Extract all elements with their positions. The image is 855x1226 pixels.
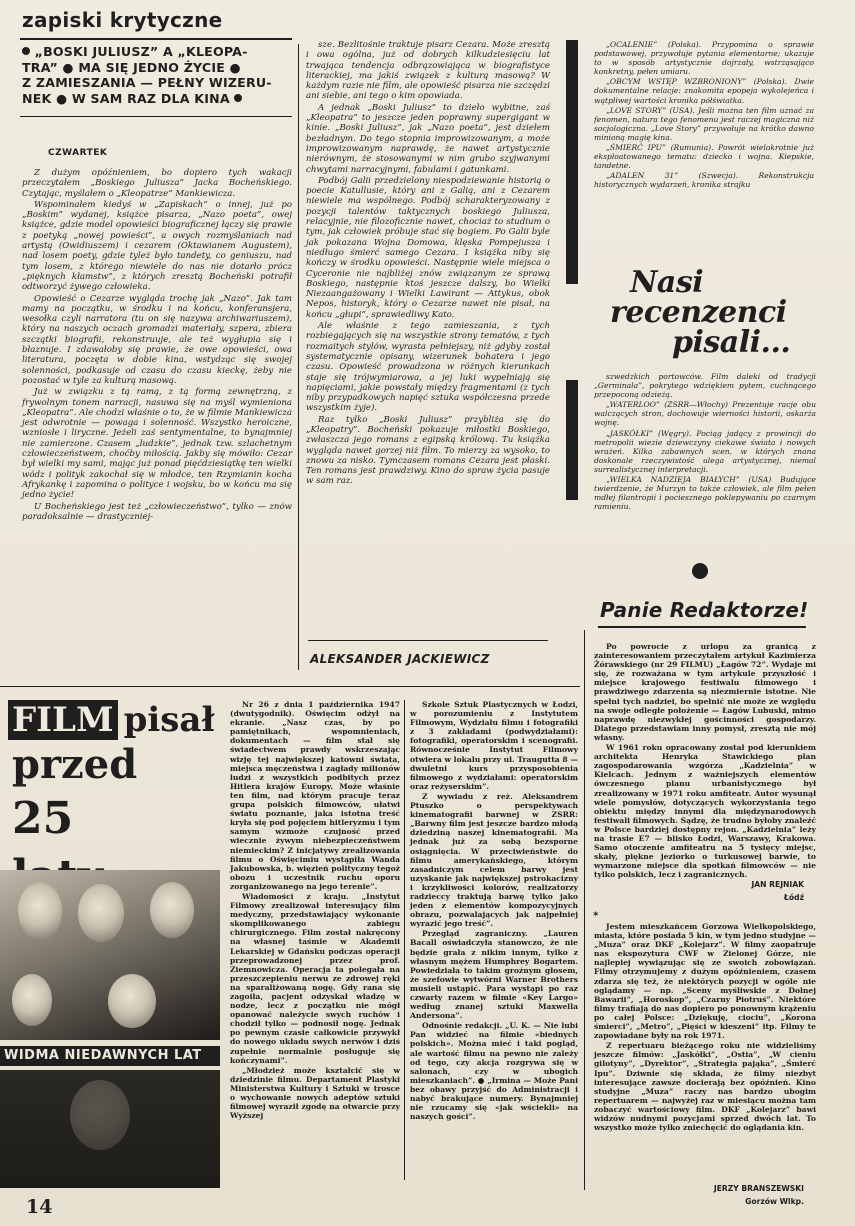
title-rule (20, 38, 292, 40)
paragraph: Szkole Sztuk Plastycznych w Łodzi, w porozumieniu z Instytutem Filmowym, Wydziału filmu i fotografiki z 3 zakładami (podwydziałami): fotografiki, operatorskim i scenografii. Równocześnie Instytut Filmowy otwiera w lokalu przy ul. Traugutta 8 — dwuletni kurs przysposobienia filmowego z wydziałami: operatorskim oraz reżyserskim”. (410, 700, 578, 791)
note: „ADALEN 31” (Szwecja). Rekonstrukcja historycznych wydarzeń, kronika strajku (594, 171, 814, 190)
film25-line-1: pisał (123, 700, 215, 740)
paragraph: Wiadomości z kraju. „Instytut Filmowy zrealizował interesujący film medyczny, przedstawiający wykonanie skomplikowanego zabiegu chirurgicznego. Film został nakręcony na własnej taśmie w Akademii Lekarskiej w Gdańsku podczas operacji przeprowadzonej przez prof. Ziemnowicza. Operacja ta polegała na przeszczepieniu nerwu ze zdrowej ręki na sparaliżowaną nogę. Gdy rana się zagoiła, pacjent odzyskał władzę w nodze, lecz z początku nie mógł opanować należycie swych ruchów i chodził tylko — podnosił nogę. Jednak po pewnym czasie całkowicie przywykł do nowego układu swych nerwów i dziś zupełnie normalnie posługuje się kończynami”. (230, 891, 400, 1065)
paragraph: Opowieść o Cezarze wygląda trochę jak „Nazo”. Jak tam mamy na początku, w środku i na końcu, konferansjera, wesołka czyli narratora (tu on się nazywa archiwariuszem), który na naszych oczach gromadzi materiały, szpera, zbiera szczątki biografii, rekonstruuje, ale też wygłupia się i błaznuje. I zdawałoby się prawie, że owe opowieści, owa literatura, poczęta w dobie kina, wstydząc się swojej solenności, podkasuje od czasu do czasu kieckę, żeby nie pozostać w tyle za kulturą masową. (22, 293, 292, 386)
letters-rule (598, 626, 806, 628)
column-divider (584, 630, 585, 1190)
film-box-word: FILM (8, 700, 118, 740)
letter-1-name: JAN REJNIAK (751, 880, 804, 889)
paragraph: Ale właśnie z tego zamieszania, z tych rozbiegających się na wszystkie strony tematów, z tych rozmaitych stylów, wyrasta pełniejszy, niż gdyby został systematycznie opisany, wizerunek bohatera i jego czasu. Opowieść prowadzona w różnych kierunkach staje się trójwymiarowa, a jej luki wypełniają się napięciami, jakie powstały między fragmentami (z tych niby przypadkowych napięć sztuka współczesna przede wszystkim żyje). (306, 321, 550, 414)
paragraph: Z dużym opóźnieniem, bo dopiero tych wakacji przeczytałem „Boskiego Juliusza” Jacka Bocheńskiego. Czytając, myślałem o „Kleopatrze” Mankiewicza. (22, 168, 292, 199)
paragraph: Jestem mieszkańcem Gorzowa Wielkopolskiego, miasta, które posiada 5 kin, w tym jedno studyjne — „Muza” oraz DKF „Kolejarz”. W filmy zaopatruje nas ekspozytura CWF w Zielonej Górze, nie najlepiej wywiązując się ze swoich zobowiązań. Filmy otrzymujemy z dużym opóźnieniem, czasem zdarza się też, że niektórych pozycji w ogóle nie oglądamy — np. „Sceny myśliwskie z Dolnej Bawarii”, „Horoskop”, „Czarny Piotruś”. Niektóre filmy trafiają do nas dopiero po ponownym krążeniu po całej Polsce: „Dziękuję, ciociu”, „Korona śmierci”, „Metro”, „Pięści w kieszeni” itp. Filmy te zapowiadane były na rok 1971. (594, 922, 816, 1041)
paragraph: Nr 26 z dnia 1 października 1947 (dwutygodnik). Oświęcim odżył na ekranie. „Nasz czas, by po pamiętnikach, wspomnieniach, dokumentach — film stał się świadectwem prawdy wskrzeszając wizję tej największej katowni świata, miejsca męczeństwa i zagłady milionów ludzi z wszystkich podbitych przez Hitlera krajów Europy. Może właśnie ten film, nad którym pracuje teraz grupa polskich filmowców, ułatwi światu poznanie, jaka istotna treść kryła się pod pojęciem hitleryzmu i tym samym wzmoże czujność przed wiecznie żywym niebezpieczeństwem niemieckim? Z inicjatywy zrealizowania filmu o Oświęcimiu wystąpiła Wanda Jakubowska, b. więzień polityczny tegoż obozu i uczestnik ruchu oporu zorganizowanego na jego terenie”. (230, 700, 400, 891)
paragraph: sze. Bezlitośnie traktuje pisarz Cezara. Może zresztą i owa ogólna, już od dobrych kilkudziesięciu lat trwająca tendencja odbrązowiająca w biografistyce literackiej, ma jakiś związek z kulturą masową? W każdym razie nie film, ale opowieść pisarza nie szczędzi ani siebie, ani tego o kim opowiada. (306, 40, 550, 102)
paragraph: Podbój Galii przedzielony niespodziewanie historią o poecie Katullusie, który ani z Galią, ani z Cezarem niewiele ma wspólnego. Podbój scharakteryzowany z pozycji talentów taktycznych boskiego Juliusza, relacyjnie, nie filozoficznie nawet, chociaż to studium o tym, jak człowiek próbuje stać się bogiem. Po Galii byle jak pokazana Wojna Domowa, klęska Pompejusza i niedługo śmierć samego Cezara. I książka niby się kończy w środku opowieści. Następnie wiele miejsca o Cyceronie nie najbliżej znów związanym ze sprawą Boskiego, następnie ktoś jeszcze dalszy, bo Wielki Niezaangażowany i Wielki Lawirant — Attykus, obok Nepos, historyk, który o Cezarze nawet nie pisał, na końcu „głupi”, sprawiedliwy Kato. (306, 175, 550, 320)
film25-title (8, 700, 218, 870)
paragraph: Raz tylko „Boski Juliusz” przybliża się do „Kleopatry”. Bocheński pokazuje miłostki Boskiego, zwłaszcza jego romans z egipską królową. Tu książka wygląda nawet gorzej niż film. To mierzy za wysoko, to znowu za nisko. Tymczasem romans Cezara jest płaski. Ten romans jest prawdziwy. Kino do spraw życia pasuje w sam raz. (306, 414, 550, 487)
paragraph: A jednak „Boski Juliusz” to dzieło wybitne, zaś „Kleopatra” to jeszcze jeden poprawny supergigant w kinie. „Boski Juliusz”, jak „Nazo poeta”, jest dziełem bezładnym. Do tego stopnia improwizowanym, a może improwizowanym naprawdę, że nawet artystycznie nierównym, że stosowanymi w nim grubo szyjwanymi chwytami narracyjnymi, fabulami i gatunkami. (306, 102, 550, 175)
recenzenci-line-1: Nasi (630, 265, 704, 300)
portrait-face (108, 974, 156, 1028)
note: „WIELKA NADZIEJA BIAŁYCH” (USA) Budujące twierdzenie, że Murzyn to także człowiek, ale film pełen mdłej filantropii i pociesznego poklepywaniu po czarnym ramieniu. (594, 475, 816, 512)
separator-dot-icon (692, 563, 708, 579)
recenzenci-line-2: recenzenci (610, 295, 787, 330)
headline-line-1: „BOSKI JULIUSZ” A „KLEOPA- (34, 44, 248, 59)
note: „LOVE STORY” (USA). Jeśli można ten film uznać za fenomen, natura tego fenomenu jest raczej magiczna niż socjologiczna. „Love Story” przywołuje na krótko dawno minioną magię kina. (594, 105, 814, 142)
note: „JASKÓŁKI” (Węgry). Pociąg jadący z prowincji do metropolii wiezie dziewczyny ciekawe świata i nowych wrażeń. Kilka zabawnych scen, w których znana doskonale rzeczywistość ulega artystycznej, niemal surrealistycznej interpretacji. (594, 428, 816, 474)
byline-rule (308, 640, 548, 641)
paragraph: Już w związku z tą ramą, z tą formą zewnętrzną, z frywolnym tonem narracji, nasuwa się na myśl wymieniona „Kleopatra”. Ale chodzi właśnie o to, że w filmie Mankiewicza jest odwrotnie — powaga i solenność. Wszystko heroiczne, wzniosłe i liryczne. Jeżeli zaś sentymentalne, to bynajmniej nie zamierzone. Czasem „ludzkie”, jednak tzw. szlachetnym człowieczeństwem, choćby miłością. Jakby się mówiło: Cezar był wielki my sami, mając już ponad pięćdziesiątkę ten wielki wódz i polityk zakochał się w młodce, ten Rzymianin kocha Afrykankę i zapomina o polityce i wojsku, bo w końcu ma się jedno życie! (22, 387, 292, 501)
letter-2-name: JERZY BRANSZEWSKI (713, 1184, 804, 1193)
headline (22, 44, 294, 112)
bullet-icon (22, 47, 30, 55)
portrait-face (12, 974, 52, 1026)
margin-bar (566, 40, 578, 284)
letter-1 (594, 642, 816, 880)
note: „ŚMIERĆ IPU” (Rumunia). Powrót wielokrotnie już eksploatowanego tematu: dziecko i wojna. Kiepskie, tandetne. (594, 143, 814, 171)
film25-column-1 (230, 700, 400, 1180)
paragraph: Po powrocie z urlopu za granicą z zainteresowaniem przeczytałem artykuł Kazimierza Żórawskiego (nr 29 FILMU) „Łagów 72”. Wydaje mi się, że rozważana w tym artykule przyszłość i miejsce krajowego festiwalu filmowego i prawdziwego zdarzenia są niezmiernie istotne. Nie spełni tych nadziei, bo spełnić nie może ze względu na swoje odległe położenie — Łagów Lubuski, mimo naprawdę niezwykłej gościnności gospodarzy. Dlatego przedstawiam inny pomysł, zresztą nie mój własny. (594, 642, 816, 742)
portrait-face (78, 884, 124, 942)
reviewers-notes-bottom (594, 372, 816, 556)
day-heading: CZWARTEK (48, 148, 108, 158)
main-article-column-1 (22, 168, 292, 674)
byline-main: ALEKSANDER JACKIEWICZ (310, 652, 490, 666)
headline-line-2: TRA” ● MA SIĘ JEDNO ŻYCIE ● (22, 59, 241, 75)
film25-line-2: przed (12, 741, 138, 788)
recenzenci-title (600, 265, 810, 368)
column-divider (298, 44, 299, 670)
note: „OCALENIE” (Polska). Przypomina o sprawie podstawowej, przywołuje pytania elementarne; ukazuje to w sposób artystycznie dojrzały, wstrząsająco konkretny, pełen umiaru. (594, 40, 814, 77)
portrait-face (150, 882, 194, 938)
headline-line-4: NEK ● W SAM RAZ DLA KINA (22, 90, 230, 106)
column-divider (404, 700, 405, 1180)
letter-2-city: Gorzów Wlkp. (745, 1197, 804, 1206)
film-still-photo (0, 870, 220, 1040)
paragraph: W 1961 roku opracowany został pod kierunkiem architekta Henryka Stawickiego plan zagospodarowania wzgórza „Kadzielnia” w Kielcach. Jednym z ważniejszych elementów ówczesnego planu urbanistycznego był zrealizowany w 1971 roku amfiteatr. Autor wysunął wiele pomysłów, dotyczących wykorzystania tego obiektu między innymi dla międzynarodowych festiwali filmowych. Sądzę, że trudno byłoby znaleźć w Polsce bardziej dostępny rejon. „Kadzielnia” leży na trasie E7 — blisko Łodzi, Warszawy, Krakowa. Samo otoczenie amfiteatru na 5 tysięcy miejsc, skały, piękne jeziorko o turkusowej barwie, to wymarzone miejsce dla spotkań filmowców — nie tylko polskich, lecz i zagranicznych. (594, 743, 816, 880)
section-rule (0, 686, 580, 687)
film25-column-2 (410, 700, 578, 1180)
portrait-face (18, 882, 62, 940)
page-number: 14 (26, 1196, 53, 1218)
letter-1-city: Łódź (784, 893, 804, 902)
headline-line-3: Z ZAMIESZANIA — PEŁNY WIZERU- (22, 75, 272, 91)
film-still-photo-lower (0, 1070, 220, 1188)
letters-title: Panie Redaktorze! (600, 598, 809, 622)
paragraph: U Bocheńskiego jest też „człowieczeństwo”, tylko — znów paradoksalnie — drastyczniej- (22, 501, 292, 522)
column-title: zapiski krytyczne (22, 8, 223, 32)
star-icon: ✶ (592, 910, 600, 920)
paragraph: Z wywiadu z reż. Aleksandrem Ptuszko o perspektywach kinematografii barwnej w ZSRR: „Barwny film jest jeszcze bardzo młodą dziedziną naszej kinematografii. Ma jednak już za sobą bezsporne osiągnięcia. W przeciwieństwie do filmu amerykańskiego, którym zasadniczym celem barwy jest uzyskanie jak największej pstrokacizny i krzykliwości kolorów, realizatorzy radzieccy traktują barwę tylko jako jeden z elementów kompozycyjnych obrazu, pozwalających jak najpełniej wyrazić jego treść”. (410, 791, 578, 929)
note: „OBCYM WSTĘP WZBRONIONY” (Polska). Dwie dokumentalne relacje: znakomita epopeja wykolejeńca i wątpliwej wartości kronika półświatka. (594, 77, 814, 105)
main-article-column-2 (306, 40, 550, 632)
recenzenci-line-3: pisali... (672, 325, 791, 360)
reviewers-notes-top (594, 40, 814, 280)
paragraph: Przegląd zagraniczny. „Lauren Bacall oświadczyła stanowczo, że nie będzie grała z nikim innym, tylko z własnym mężem Humphrey Bogartem. Powiedziała to takim groźnym głosem, że szefowie wytwórni Warner Brothers musieli ustąpić. Para wystąpi po raz czwarty razem w filmie «Key Largo» według znanej sztuki Maxwella Andersona”. (410, 929, 578, 1021)
paragraph: Odnośnie redakcji. „U. K. — Nie lubi Pan widzieć na filmie «biednych polskich». Można mieć i taki pogląd, ale wartość filmu na pewno nie zależy od tego, czy akcja rozgrywa się w salonach, czy w ubogich mieszkaniach”. ● „Irmina — Może Pani bez obawy przyjść do Administracji i nabyć brakujące numery. Bynajmniej nie rzucamy się «jak wściekli» na naszych gości”. (410, 1021, 578, 1122)
note: szwedzkich portowców. Film daleki od tradycji „Germinala”, pokrytego wdziękiem pytem, cuchnącego przepoconą odzieżą. (594, 372, 816, 400)
note: „WATERLOO” (ZSRR—Włochy) Prezentuje racje obu walczących stron, dochowuje wierności historii, oskarża wojnę. (594, 400, 816, 428)
paragraph: Wspominałem kiedyś w „Zapiskach” o innej, już po „Boskim” wydanej, książce pisarza, „Nazo poeta”, owej książce, gdzie model opowieści biograficznej łączy się prawie z poetyką „nowej powieści”, a owych rozmyślaniach nad artystą (Owidiuszem) i cezarem (Oktawianem Augustem), nad losem poety, gdzie tyleż było tandety, co geniuszu, nad tym losem, z którego niewiele do nas nie dotarło prócz „pięknych kłamstw”, z których zresztą Bocheński potrafił odtworzyć żywego człowieka. (22, 199, 292, 293)
bullet-icon (234, 94, 242, 102)
paragraph: Z repertuaru bieżącego roku nie widzieliśmy jeszcze filmów: „Jaskółki”, „Ostia”, „W cieniu gilotyny”, „Dyrektor”, „Strategia pająka”, „Śmierć Ipu”. Dziwnie się składa, że filmy niezbyt interesujące zawsze docierają bez opóźnień. Kino studyjne „Muza” raczy nas bardzo ubogim repertuarem — najwyżej raz w miesiącu można tam zobaczyć wartościowy film. DKF „Kolejarz” bawi widzów nudnymi pozycjami sprzed dwóch lat. To wszystko może tylko zniechęcić do oglądania kin. (594, 1041, 816, 1133)
film25-line-3: 25 (12, 793, 74, 844)
portrait-face (70, 1080, 130, 1150)
paragraph: „Młodzież może kształcić się w dziedzinie filmu. Departament Plastyki Ministerstwa Kultury i Sztuki w trosce o wychowanie nowych adeptów sztuki filmowej wyraził zgodę na otwarcie przy Wyższej (230, 1065, 400, 1121)
letter-2 (594, 922, 816, 1170)
headline-rule (20, 116, 292, 117)
photo-caption: WIDMA NIEDAWNYCH LAT (0, 1046, 220, 1066)
margin-bar (566, 380, 578, 500)
